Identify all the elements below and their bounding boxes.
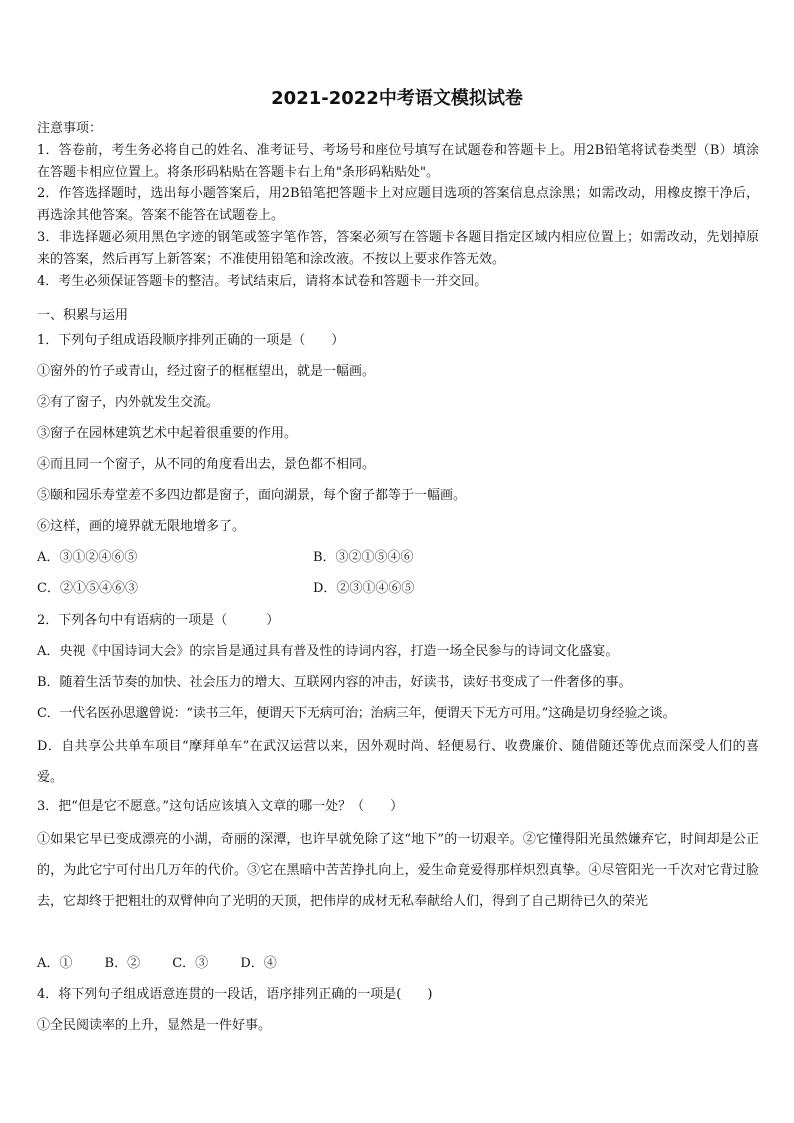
question-2-option-d: D．自共享公共单车项目“摩拜单车”在武汉运营以来，因外观时尚、轻便易行、收费廉价、随借随还等优点而深受人们的喜爱。 [37,739,759,785]
question-3-options [37,954,759,974]
question-3-option-a: A．① [37,956,73,971]
question-1-sentence: ③窗子在园林建筑艺术中起着很重要的作用。 [37,426,298,441]
question-1-stem: 1．下列句子组成语段顺序排列正确的一项是（ ） [37,333,345,348]
question-1-option-c: C．②①⑤④⑥③ [37,581,138,596]
question-3-option-c: C．③ [172,956,209,971]
notice-item: 2．作答选择题时，选出每小题答案后，用2B铅笔把答题卡上对应题目选项的答案信息点涂黑；如需改动，用橡皮擦干净后，再选涂其他答案。答案不能答在试题卷上。 [37,186,759,224]
question-2-option-b: B．随着生活节奏的加快、社会压力的增大、互联网内容的冲击，好读书，读好书变成了一件奢侈的事。 [37,675,632,690]
question-4-stem: 4．将下列句子组成语意连贯的一段话，语序排列正确的一项是( ) [37,987,433,1002]
notice-heading: 注意事项： [37,121,103,136]
question-1-sentence: ⑤颐和园乐寿堂差不多四边都是窗子，面向湖景，每个窗子都等于一幅画。 [37,488,467,503]
notice-item: 1．答卷前，考生务必将自己的姓名、准考证号、考场号和座位号填写在试题卷和答题卡上。用2B铅笔将试卷类型（B）填涂在答题卡相应位置上。将条形码粘贴在答题卡右上角"条形码粘贴处"。 [37,142,759,180]
question-1-option-a: A．③①②④⑥⑤ [37,550,138,565]
question-3-stem: 3．把“但是它不愿意。”这句话应该填入文章的哪一处？（ ） [37,799,404,814]
notice-item: 3．非选择题必须用黑色字迹的钢笔或签字笔作答，答案必须写在答题卡各题目指定区域内相应位置上；如需改动，先划掉原来的答案，然后再写上新答案；不准使用铅笔和涂改液。不按以上要求作答无效。 [37,229,759,267]
question-1-sentence: ②有了窗子，内外就发生交流。 [37,395,220,410]
notice-block [37,118,759,292]
question-3-option-b: B．② [104,956,141,971]
question-2-option-a: A．央视《中国诗词大会》的宗旨是通过具有普及性的诗词内容，打造一场全民参与的诗词文化盛宴。 [37,644,619,659]
question-1-option-d: D．②③①④⑥⑤ [313,581,415,596]
question-4-sentence: ①全民阅读率的上升，显然是一件好事。 [37,1018,272,1033]
notice-item: 4．考生必须保证答题卡的整洁。考试结束后，请将本试卷和答题卡一并交回。 [37,273,488,289]
question-1-sentence: ⑥这样，画的境界就无限地增多了。 [37,519,246,534]
question-3-passage: ①如果它早已变成漂亮的小湖，奇丽的深潭，也许早就免除了这“地下”的一切艰辛。②它懂得阳光虽然嫌弃它，时间却是公正的，为此它宁可付出几万年的代价。③它在黑暗中苦苦挣扎向上，爱生命竟爱得那样炽烈真挚。④尽管阳光一千次对它背过脸去，它却终于把粗壮的双臂伸向了光明的天顶，把伟岸的成材无私奉献给人们，得到了自己期待已久的荣光 [37,832,759,909]
page-title: 2021-2022中考语文模拟试卷 [271,88,523,109]
question-1-sentence: ④而且同一个窗子，从不同的角度看出去，景色都不相同。 [37,457,376,472]
question-1-option-b: B．③②①⑤④⑥ [313,550,414,565]
question-2-option-c: C．一代名医孙思邈曾说：“读书三年，便谓天下无病可治；治病三年，便谓天下无方可用。”这确是切身经验之谈。 [37,706,676,721]
question-1-sentence: ①窗外的竹子或青山，经过窗子的框框望出，就是一幅画。 [37,364,376,379]
question-2-stem: 2．下列各句中有语病的一项是（ ） [37,613,280,628]
section-heading: 一、积累与运用 [37,308,129,323]
question-3-option-d: D．④ [240,956,277,971]
